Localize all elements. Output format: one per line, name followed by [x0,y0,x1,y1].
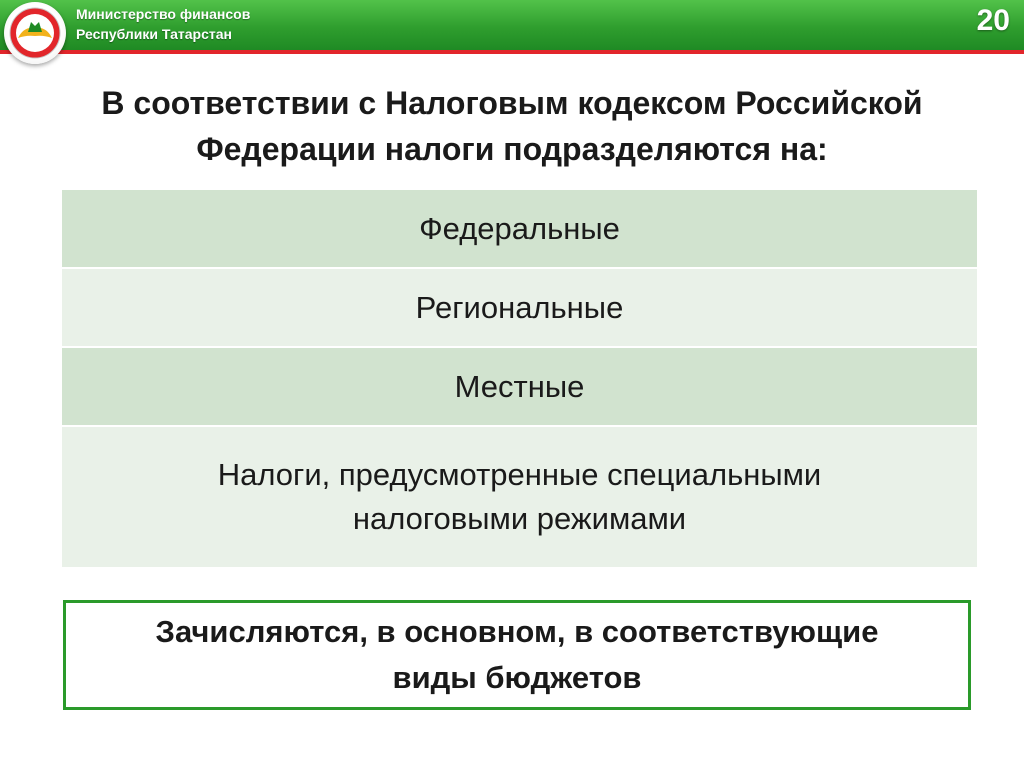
tax-types-table [62,190,977,569]
note-line1: Зачисляются, в основном, в соответствующие [155,614,879,649]
slide-number: 20 [976,4,1010,37]
page-title [40,80,984,172]
header-stripe [0,50,1024,58]
tax-row-local [62,348,977,427]
budget-note-text [156,609,879,701]
tax-type-label: Местные [454,368,585,404]
note-line2: виды бюджетов [392,660,642,695]
tax-row-regional [62,269,977,348]
tax-row-federal [62,190,977,269]
title-line2: Федерации налоги подразделяются на: [196,131,828,167]
org-name-line2: Республики Татарстан [76,26,232,42]
tax-type-label-line2: налоговыми режимами [352,501,687,536]
org-name-line1: Министерство финансов [76,6,251,22]
tax-row-special-regimes [62,427,977,569]
organization-name [76,4,250,44]
tax-type-label: Региональные [415,289,624,325]
budget-note-box [63,600,971,710]
tax-type-label-line1: Налоги, предусмотренные специальными [217,457,822,492]
tax-type-label: Федеральные [419,210,620,246]
tax-type-label [218,453,822,541]
tatarstan-emblem-icon [4,2,66,64]
title-line1: В соответствии с Налоговым кодексом Российской [101,85,923,121]
